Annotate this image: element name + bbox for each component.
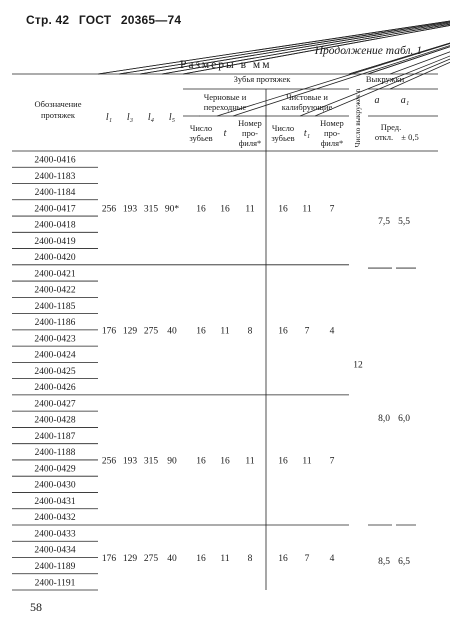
designation-cell: 2400-0433 [34,529,76,540]
group-p1-value: 11 [245,204,255,215]
slot-a-value: 8,0 [378,413,390,424]
designation-cell: 2400-0427 [34,399,76,410]
slot-a-value: 8,5 [378,557,390,568]
designation-cell: 2400-1189 [34,562,76,572]
group-p2-value: 4 [329,554,335,564]
header-a1: a₁ [400,95,410,106]
header-finish-line1: Чистовые и [286,92,328,102]
group-l1-value: 256 [101,456,117,467]
group-p2-value: 7 [329,204,335,215]
group-l1-value: 256 [101,204,117,215]
slots-count-value: 12 [353,360,363,371]
header-designation-line1: Обозначение [34,99,82,109]
designation-cell: 2400-1191 [34,578,76,589]
designation-cell: 2400-0420 [34,253,76,264]
header-rough-line1: Черновые и [203,92,247,102]
slot-a-value: 7,5 [378,217,390,228]
designation-cell: 2400-1188 [34,448,76,459]
group-l5-value: 40 [167,326,177,337]
group-l5-value: 90* [164,204,180,215]
group-t1-value: 11 [302,456,312,467]
header-l5: l₅ [168,112,176,123]
designation-cell: 2400-1186 [34,318,76,329]
page-number: 58 [30,600,42,614]
dimensions-title: Размеры в мм [180,59,272,71]
designation-cell: 2400-0434 [34,545,76,556]
header-profile-rough-line3: филя* [238,138,262,148]
table-rule [368,0,450,74]
header-designation-line2: протяжек [40,110,76,120]
group-p1-value: 8 [247,326,253,337]
group-l1-value: 176 [101,554,117,564]
designation-cell: 2400-0425 [34,366,76,377]
group-z2-value: 16 [278,554,288,564]
group-l3-value: 129 [122,554,138,564]
designation-cell: 2400-0421 [34,269,76,280]
group-z1-value: 16 [196,204,206,215]
header-finish-line2: калибрующие [281,102,333,112]
group-l4-value: 315 [143,204,159,215]
group-l3-value: 193 [122,204,138,215]
designation-cell: 2400-0424 [34,350,76,361]
group-p2-value: 7 [329,456,335,467]
header-tolerance-line3: ± 0,5 [401,132,419,142]
group-t1-value: 7 [304,554,310,564]
group-p1-value: 8 [247,554,253,564]
standard-number: 20365—74 [120,13,182,27]
designation-cell: 2400-0426 [34,383,76,394]
header-l4: l₄ [147,112,155,123]
header-tolerance-line1: Пред. [380,122,402,132]
group-t-value: 16 [220,204,230,215]
header-count-rough-line1: Число [189,123,213,133]
table-rule [368,0,450,74]
group-z1-value: 16 [196,554,206,564]
standard-label: ГОСТ [78,13,112,27]
group-t1-value: 11 [302,204,312,215]
group-p1-value: 11 [245,456,255,467]
designation-cell: 2400-0423 [34,334,76,345]
designation-cell: 2400-0431 [34,496,76,507]
designation-cell: 2400-1183 [34,171,76,182]
table-rule [140,0,450,74]
group-t-value: 16 [220,456,230,467]
designation-cell: 2400-0419 [34,236,76,247]
group-l4-value: 315 [143,456,159,467]
table-rule [183,0,450,74]
header-profile-rough-line2: про- [242,128,258,138]
group-l5-value: 90 [167,456,177,467]
group-t-value: 11 [220,554,230,564]
designation-cell: 2400-0422 [34,285,76,296]
header-rough-line2: переходные [203,102,247,112]
table-rule [140,0,450,74]
group-z1-value: 16 [196,326,206,337]
header-l3: l₃ [126,112,134,123]
group-l4-value: 275 [143,554,159,564]
group-t-value: 11 [220,326,230,337]
group-p2-value: 4 [329,326,335,337]
slot-a1-value: 6,0 [398,413,410,424]
header-profile-finish-line2: про- [324,128,340,138]
group-z2-value: 16 [278,326,288,337]
header-count-rough-line2: зубьев [189,133,213,143]
group-z2-value: 16 [278,456,288,467]
group-l4-value: 275 [143,326,159,337]
header-teeth-group: Зубья протяжек [233,74,291,84]
designation-cell: 2400-1185 [34,301,76,312]
group-l1-value: 176 [101,326,117,337]
designation-cell: 2400-1184 [34,188,76,199]
table-rule [183,0,450,74]
header-a: a [374,95,380,106]
header-slots-count: Число выкружек n [353,88,362,148]
slot-a1-value: 6,5 [398,557,410,568]
header-tolerance-line2: откл. [374,132,394,142]
designation-cell: 2400-1187 [34,431,76,442]
header-t: t [223,128,227,139]
designation-cell: 2400-0428 [34,415,76,426]
header-profile-rough-line1: Номер [238,118,262,128]
designation-cell: 2400-0417 [34,204,76,215]
table-rule [233,0,450,116]
designation-cell: 2400-0432 [34,513,76,524]
header-count-finish-line2: зубьев [271,133,295,143]
group-l3-value: 129 [122,326,138,337]
header-l1: l₁ [105,112,113,123]
group-t1-value: 7 [304,326,310,337]
header-profile-finish-line3: филя* [320,138,344,148]
header-count-finish-line1: Число [271,123,295,133]
group-l3-value: 193 [122,456,138,467]
group-l5-value: 40 [167,554,177,564]
group-z2-value: 16 [278,204,288,215]
designation-cell: 2400-0418 [34,220,76,231]
header-slots-group: Выкружки [365,74,405,84]
slot-a1-value: 5,5 [398,217,410,228]
continuation-note: Продолжение табл. 1 [314,45,422,57]
header-t1: t₁ [303,128,311,139]
group-z1-value: 16 [196,456,206,467]
page-label: Стр. 42 [26,13,70,27]
designation-cell: 2400-0430 [34,480,76,491]
table-rule [315,0,450,116]
designation-cell: 2400-0416 [34,155,76,166]
header-profile-finish-line1: Номер [320,118,344,128]
designation-cell: 2400-0429 [34,464,76,475]
